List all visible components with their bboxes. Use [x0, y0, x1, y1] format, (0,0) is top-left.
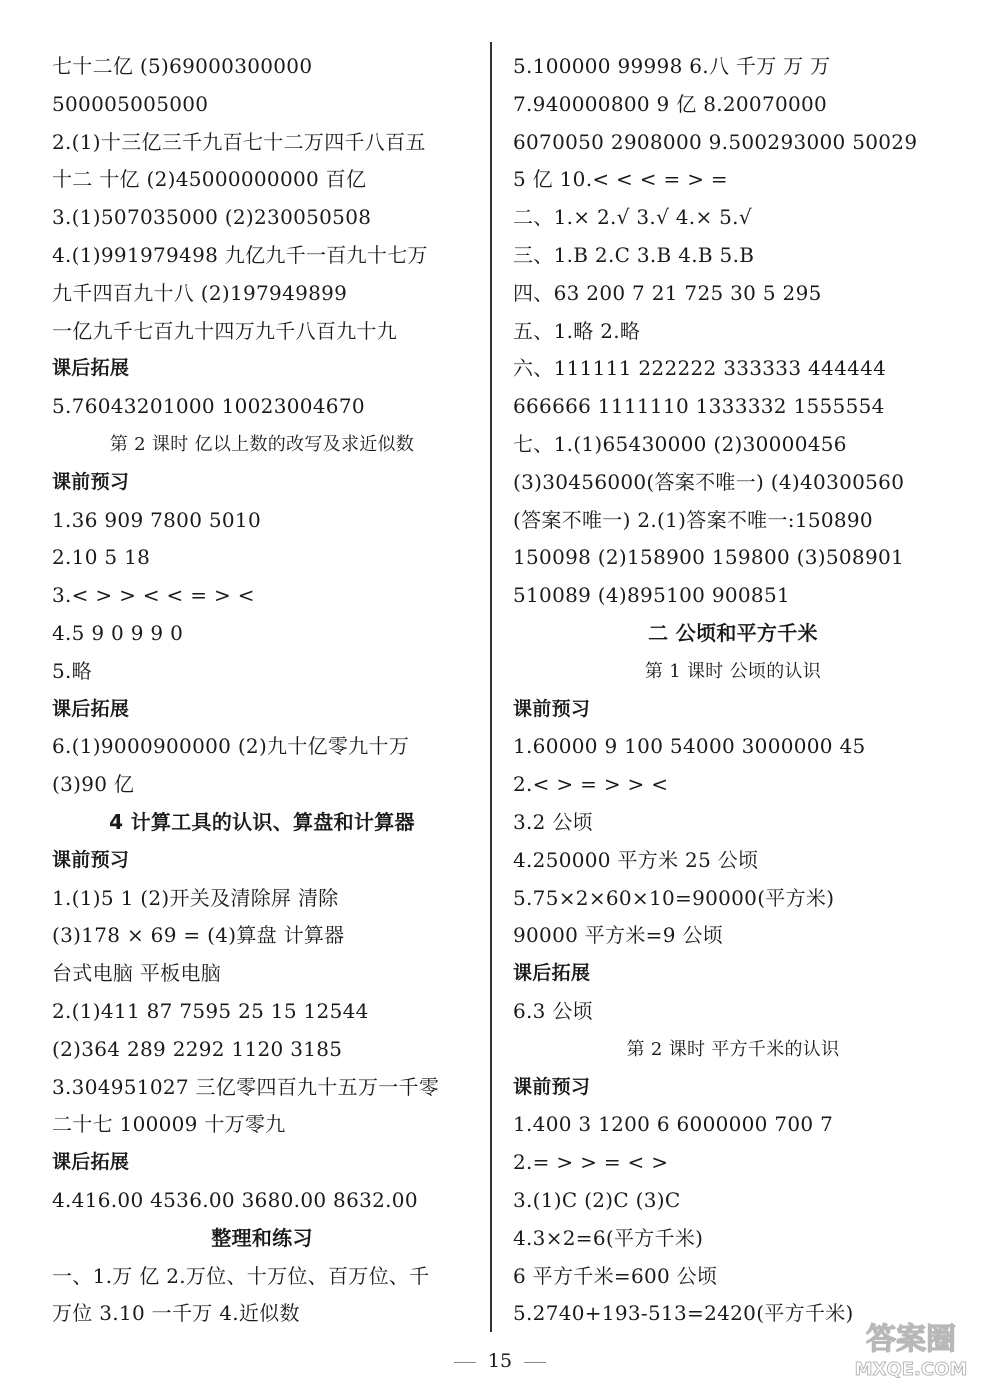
- answer-line: 5 亿 10.< < < = > =: [513, 167, 728, 192]
- answer-line: 四、63 200 7 21 725 30 5 295: [513, 280, 822, 305]
- svg-text:答案圈: 答案圈: [866, 1322, 956, 1357]
- answer-line: 510089 (4)895100 900851: [513, 583, 790, 608]
- watermark-logo: [836, 1315, 986, 1385]
- answer-line: 3.304951027 三亿零四百九十五万一千零: [52, 1074, 440, 1099]
- answer-line: 500005005000: [52, 91, 209, 116]
- section-heading: 课前预习: [52, 848, 130, 871]
- answer-line: 一亿九千七百九十四万九千八百九十九: [52, 318, 398, 343]
- answer-line: 七、1.(1)65430000 (2)30000456: [513, 431, 847, 456]
- answer-line: 7.940000800 9 亿 8.20070000: [513, 91, 828, 116]
- answer-line: (2)364 289 2292 1120 3185: [52, 1036, 343, 1061]
- answer-line: 台式电脑 平板电脑: [52, 961, 222, 986]
- answer-line: 2.10 5 18: [52, 545, 151, 570]
- answer-line: 2.< > = > > <: [513, 772, 669, 797]
- answer-line: 二、1.× 2.√ 3.√ 4.× 5.√: [513, 205, 752, 230]
- answer-line: 150098 (2)158900 159800 (3)508901: [513, 545, 905, 570]
- answer-line: 1.60000 9 100 54000 3000000 45: [513, 734, 866, 759]
- answer-line: (3)90 亿: [52, 772, 135, 797]
- page-number: 15: [0, 1350, 1000, 1372]
- answer-line: (3)178 × 69 = (4)算盘 计算器: [52, 923, 345, 948]
- answer-line: 一、1.万 亿 2.万位、十万位、百万位、千: [52, 1263, 430, 1288]
- answer-line: 4.250000 平方米 25 公顷: [513, 847, 759, 872]
- answer-line: 5.75×2×60×10=90000(平方米): [513, 885, 835, 910]
- section-heading: 课前预习: [513, 697, 591, 720]
- lesson-title: 第 2 课时 平方千米的认识: [626, 1038, 840, 1060]
- answer-line: 3.< > > < < = > <: [52, 583, 255, 608]
- answer-line: 1.(1)5 1 (2)开关及清除屏 清除: [52, 885, 339, 910]
- answer-line: 1.400 3 1200 6 6000000 700 7: [513, 1112, 834, 1137]
- answer-line: (3)30456000(答案不唯一) (4)40300560: [513, 469, 905, 494]
- unit-title: 二 公顷和平方千米: [648, 620, 818, 645]
- answer-line: 六、111111 222222 333333 444444: [513, 356, 887, 381]
- answer-line: 五、1.略 2.略: [513, 318, 641, 343]
- answer-line: 5.76043201000 10023004670: [52, 394, 365, 419]
- answer-line: 二十七 100009 十万零九: [52, 1112, 286, 1137]
- answer-line: 6.3 公顷: [513, 998, 593, 1023]
- lesson-title: 第 1 课时 公顷的认识: [644, 660, 822, 682]
- section-heading: 课前预习: [52, 470, 130, 493]
- answer-line: (答案不唯一) 2.(1)答案不唯一:150890: [513, 507, 873, 532]
- answer-line: 666666 1111110 1333332 1555554: [513, 394, 885, 419]
- unit-title: 整理和练习: [211, 1225, 313, 1250]
- answer-line: 90000 平方米=9 公顷: [513, 923, 724, 948]
- unit-title: 4 计算工具的认识、算盘和计算器: [109, 809, 415, 834]
- answer-line: 三、1.B 2.C 3.B 4.B 5.B: [513, 242, 755, 267]
- answer-line: 6 平方千米=600 公顷: [513, 1263, 718, 1288]
- answer-line: 3.(1)C (2)C (3)C: [513, 1187, 681, 1212]
- section-heading: 课后拓展: [52, 1151, 130, 1174]
- section-heading: 课后拓展: [52, 357, 130, 380]
- answer-line: 2.(1)十三亿三千九百七十二万四千八百五: [52, 129, 426, 154]
- answer-line: 九千四百九十八 (2)197949899: [52, 280, 348, 305]
- answer-line: 万位 3.10 一千万 4.近似数: [52, 1301, 300, 1326]
- answer-line: 4.416.00 4536.00 3680.00 8632.00: [52, 1187, 418, 1212]
- answer-line: 3.2 公顷: [513, 809, 593, 834]
- answer-line: 2.= > > = < >: [513, 1150, 669, 1175]
- left-column: [52, 48, 472, 1333]
- section-heading: 课后拓展: [52, 697, 130, 720]
- answer-line: 七十二亿 (5)69000300000: [52, 54, 313, 78]
- answer-line: 3.(1)507035000 (2)230050508: [52, 205, 372, 230]
- answer-line: 6.(1)9000900000 (2)九十亿零九十万: [52, 734, 410, 759]
- answer-line: 5.略: [52, 658, 92, 683]
- answer-line: 4.(1)991979498 九亿九千一百九十七万: [52, 242, 428, 267]
- column-divider: [490, 42, 492, 1332]
- section-heading: 课后拓展: [513, 962, 591, 985]
- svg-text:MXQE.COM: MXQE.COM: [854, 1359, 968, 1380]
- right-column: [513, 48, 953, 1333]
- answer-line: 5.2740+193-513=2420(平方千米): [513, 1301, 854, 1326]
- answer-line: 6070050 2908000 9.500293000 50029: [513, 129, 918, 154]
- answer-line: 5.100000 99998 6.八 千万 万 万: [513, 54, 831, 78]
- section-heading: 课前预习: [513, 1075, 591, 1098]
- answer-line: 1.36 909 7800 5010: [52, 507, 261, 532]
- answer-line: 4.3×2=6(平方千米): [513, 1225, 704, 1250]
- answer-line: 4.5 9 0 9 9 0: [52, 620, 184, 645]
- answer-line: 十二 十亿 (2)45000000000 百亿: [52, 167, 367, 192]
- lesson-title: 第 2 课时 亿以上数的改写及求近似数: [109, 433, 415, 455]
- answer-line: 2.(1)411 87 7595 25 15 12544: [52, 998, 369, 1023]
